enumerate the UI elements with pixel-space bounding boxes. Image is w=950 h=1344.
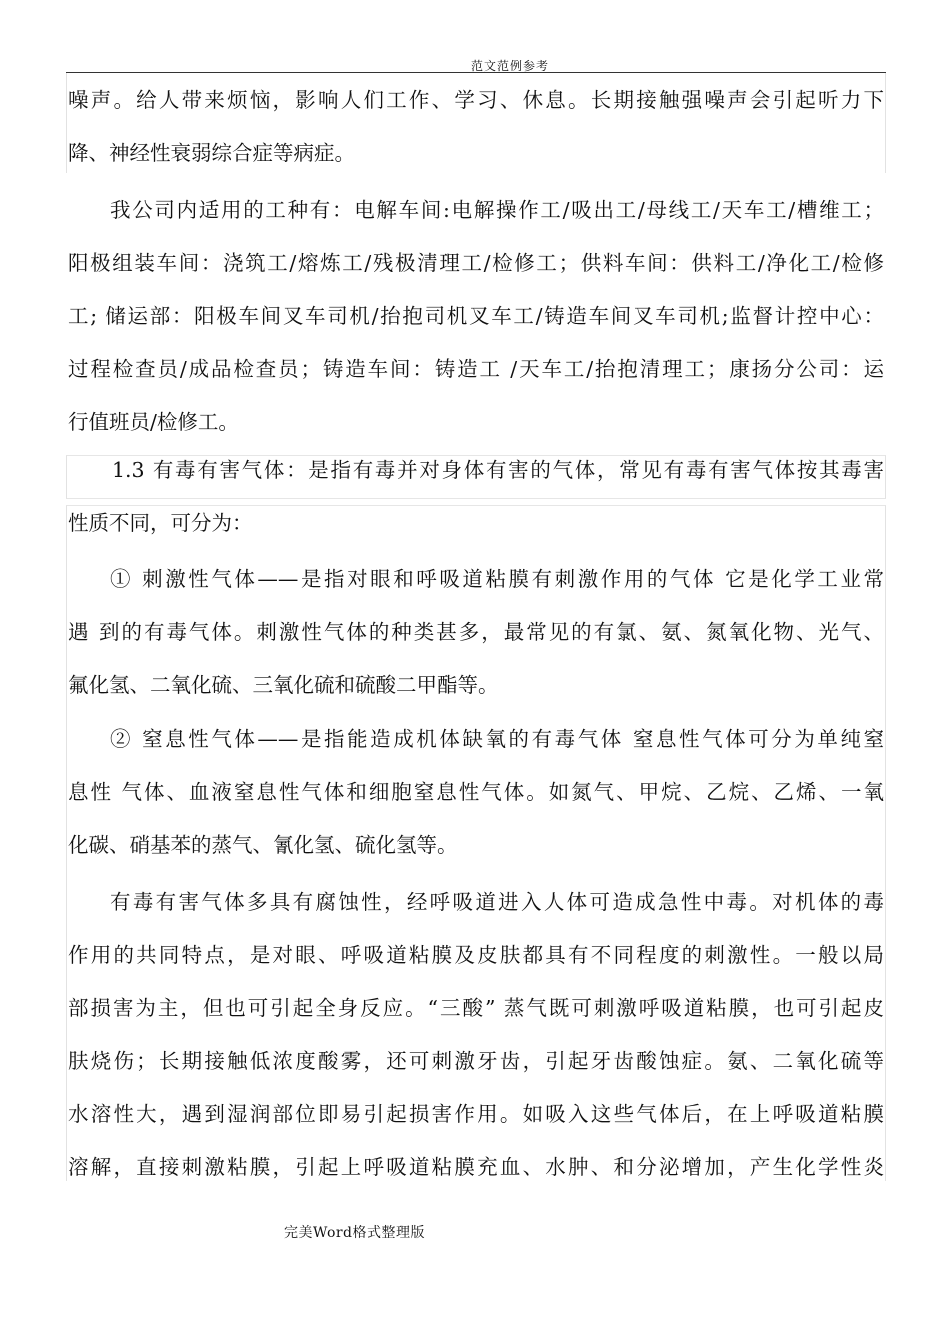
page-footer: 完美Word格式整理版	[284, 1225, 426, 1241]
text-line: 溶解，直接刺激粘膜，引起上呼吸道粘膜充血、水肿、和分泌增加，产生化学性炎	[68, 1155, 884, 1179]
paragraph-toxic-gas	[68, 444, 884, 550]
text-line: 性质不同，可分为：	[68, 511, 253, 535]
paragraph-irritant-gas	[68, 553, 884, 712]
text-line: 工; 储运部：阳极车间叉车司机/抬抱司机叉车工/铸造车间叉车司机;监督计控中心：	[68, 304, 884, 328]
paragraph-asphyxiant-gas	[68, 713, 884, 872]
text-line: 过程检查员/成品检查员；铸造车间：铸造工 /天车工/抬抱清理工；康扬分公司：运	[68, 357, 884, 381]
text-line: 息性 气体、血液窒息性气体和细胞窒息性气体。如氮气、甲烷、乙烷、乙烯、一氧	[68, 780, 884, 804]
paragraph-jobs	[68, 184, 884, 449]
text-line: 噪声。给人带来烦恼，影响人们工作、学习、休息。长期接触强噪声会引起听力下	[68, 88, 884, 112]
text-line: 水溶性大，遇到湿润部位即易引起损害作用。如吸入这些气体后，在上呼吸道粘膜	[68, 1102, 884, 1126]
text-line: 化碳、硝基苯的蒸气、氰化氢、硫化氢等。	[68, 833, 458, 857]
text-line: 遇 到的有毒气体。刺激性气体的种类甚多，最常见的有氯、氨、氮氧化物、光气、	[68, 620, 884, 644]
text-line: 我公司内适用的工种有：电解车间:电解操作工/吸出工/母线工/天车工/槽维工；	[110, 198, 884, 222]
text-line: 肤烧伤；长期接触低浓度酸雾，还可刺激牙齿，引起牙齿酸蚀症。氨、二氧化硫等	[68, 1049, 884, 1073]
page-header: 范文范例参考	[470, 59, 549, 73]
paragraph-corrosive-gas	[68, 876, 884, 1194]
text-line: ① 刺激性气体——是指对眼和呼吸道粘膜有刺激作用的气体 它是化学工业常	[110, 567, 884, 591]
text-line: 作用的共同特点，是对眼、呼吸道粘膜及皮肤都具有不同程度的刺激性。一般以局	[68, 943, 884, 967]
text-line: 氟化氢、二氧化硫、三氧化硫和硫酸二甲酯等。	[68, 673, 499, 697]
text-line: 行值班员/检修工。	[68, 410, 239, 434]
text-line: 有毒有害气体多具有腐蚀性，经呼吸道进入人体可造成急性中毒。对机体的毒	[110, 890, 884, 914]
text-line: 1.3 有毒有害气体：是指有毒并对身体有害的气体，常见有毒有害气体按其毒害	[112, 458, 884, 482]
text-line: 降、神经性衰弱综合症等病症。	[68, 141, 355, 165]
text-line: 部损害为主，但也可引起全身反应。“三酸” 蒸气既可刺激呼吸道粘膜，也可引起皮	[68, 996, 884, 1020]
text-line: ② 窒息性气体——是指能造成机体缺氧的有毒气体 窒息性气体可分为单纯窒	[110, 727, 884, 751]
paragraph-noise	[68, 74, 884, 180]
text-line: 阳极组装车间：浇筑工/熔炼工/残极清理工/检修工；供料车间：供料工/净化工/检修	[68, 251, 884, 275]
